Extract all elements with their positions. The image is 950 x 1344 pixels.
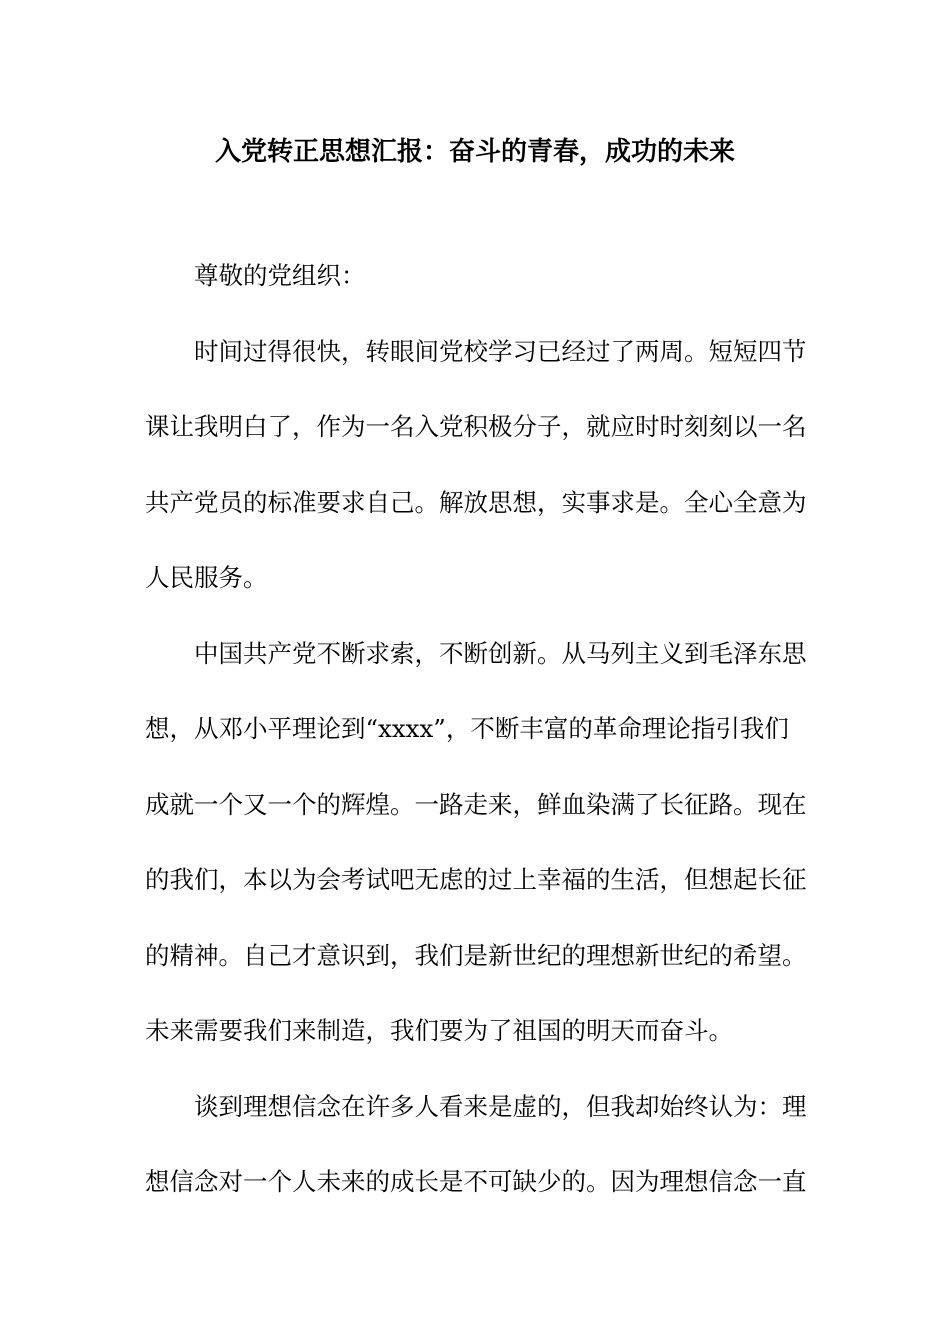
document-title: 入党转正思想汇报：奋斗的青春，成功的未来 <box>214 137 735 167</box>
paragraph-line: 未来需要我们来制造，我们要为了祖国的明天而奋斗。 <box>145 1016 733 1045</box>
paragraph-line: 课让我明白了，作为一名入党积极分子，就应时时刻刻以一名 <box>145 412 807 441</box>
paragraph-line: 中国共产党不断求索，不断创新。从马列主义到毛泽东思 <box>194 638 807 668</box>
paragraph-line: 想信念对一个人未来的成长是不可缺少的。因为理想信念一直 <box>145 1167 807 1196</box>
paragraph-line: 的精神。自己才意识到，我们是新世纪的理想新世纪的希望。 <box>145 940 807 970</box>
salutation-line: 尊敬的党组织： <box>194 261 366 290</box>
paragraph-line: 谈到理想信念在许多人看来是虚的，但我却始终认为：理 <box>194 1091 807 1121</box>
paragraph-line: 时间过得很快，转眼间党校学习已经过了两周。短短四节 <box>194 336 807 366</box>
paragraph-line: 的我们，本以为会考试吧无虑的过上幸福的生活，但想起长征 <box>145 865 807 894</box>
paragraph-line: 想，从邓小平理论到“xxxx”，不断丰富的革命理论指引我们 <box>145 714 789 743</box>
paragraph-line: 人民服务。 <box>145 563 268 592</box>
paragraph-line: 成就一个又一个的辉煌。一路走来，鲜血染满了长征路。现在 <box>145 789 807 819</box>
paragraph-line: 共产党员的标准要求自己。解放思想，实事求是。全心全意为 <box>145 487 807 517</box>
document-body <box>145 251 807 1233</box>
